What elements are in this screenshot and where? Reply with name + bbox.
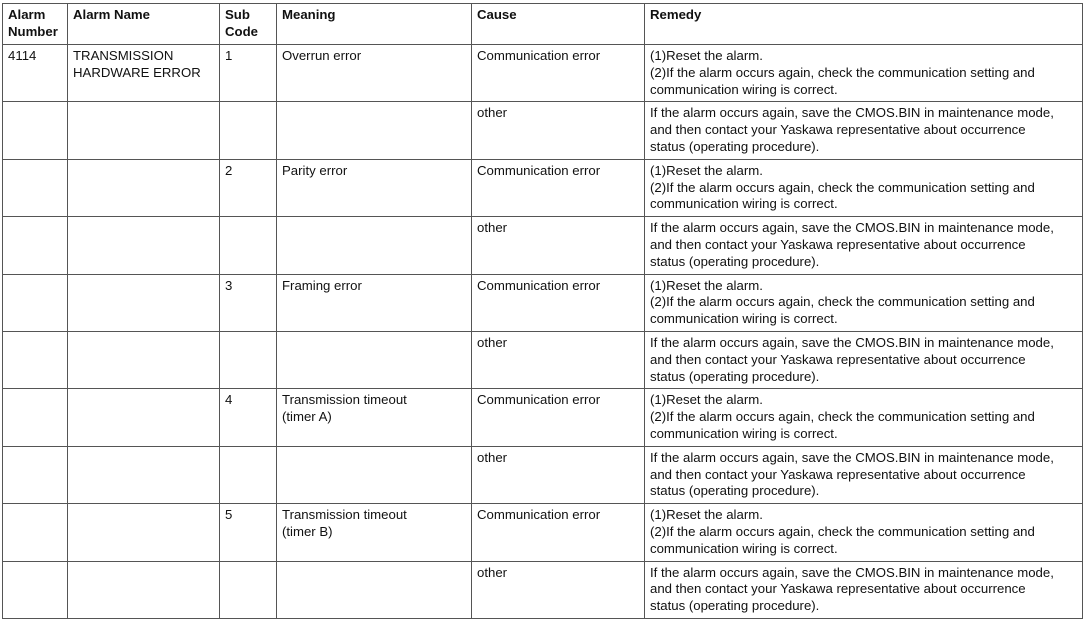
table-row [3,45,1083,102]
cell-sub-code [220,331,277,388]
remedy-cell: (1)Reset the alarm. (2)If the alarm occurs again, check the communication setting and communication wiring is correct. [645,274,1083,331]
table-row [3,102,1083,159]
table-row [3,389,1083,446]
cell-meaning: Framing error [277,274,472,331]
cell-alarm-number [3,331,68,388]
header-row [3,4,1083,45]
cell-meaning: Parity error [277,159,472,216]
cause-cell: Communication error [472,389,645,446]
table-row [3,504,1083,561]
remedy-cell: If the alarm occurs again, save the CMOS.BIN in maintenance mode, and then contact your Yaskawa representative about occurrence status (operating procedure). [645,331,1083,388]
cause-cell: Communication error [472,274,645,331]
cell-sub-code: 3 [220,274,277,331]
cell-alarm-number [3,159,68,216]
cause-cell: Communication error [472,159,645,216]
remedy-cell: (1)Reset the alarm. (2)If the alarm occurs again, check the communication setting and communication wiring is correct. [645,45,1083,102]
cause-cell: Communication error [472,504,645,561]
cell-alarm-number [3,446,68,503]
cell-meaning [277,446,472,503]
header-sub-code: Sub Code [220,4,277,45]
cell-sub-code [220,102,277,159]
cell-alarm-number: 4114 [3,45,68,102]
cell-alarm-name [68,389,220,446]
cell-sub-code: 5 [220,504,277,561]
cause-cell: other [472,102,645,159]
cell-alarm-name [68,274,220,331]
table-row [3,274,1083,331]
header-remedy: Remedy [645,4,1083,45]
cause-cell: other [472,446,645,503]
cause-cell: other [472,331,645,388]
cell-sub-code: 2 [220,159,277,216]
cell-meaning [277,102,472,159]
cell-sub-code [220,217,277,274]
remedy-cell: If the alarm occurs again, save the CMOS.BIN in maintenance mode, and then contact your Yaskawa representative about occurrence status (operating procedure). [645,446,1083,503]
cell-meaning [277,331,472,388]
cause-cell: other [472,217,645,274]
header-alarm-name: Alarm Name [68,4,220,45]
header-cause: Cause [472,4,645,45]
cell-alarm-name [68,159,220,216]
cell-alarm-number [3,217,68,274]
cell-alarm-number [3,389,68,446]
alarm-table [2,3,1083,619]
table-header [3,4,1083,45]
remedy-cell: (1)Reset the alarm. (2)If the alarm occurs again, check the communication setting and communication wiring is correct. [645,159,1083,216]
remedy-cell: If the alarm occurs again, save the CMOS.BIN in maintenance mode, and then contact your Yaskawa representative about occurrence status (operating procedure). [645,102,1083,159]
cell-sub-code: 4 [220,389,277,446]
cell-alarm-name [68,446,220,503]
cell-alarm-number [3,102,68,159]
cell-alarm-name [68,102,220,159]
header-alarm-number: Alarm Number [3,4,68,45]
cell-alarm-name: TRANSMISSION HARDWARE ERROR [68,45,220,102]
cell-alarm-name [68,331,220,388]
remedy-cell: If the alarm occurs again, save the CMOS.BIN in maintenance mode, and then contact your Yaskawa representative about occurrence status (operating procedure). [645,561,1083,618]
cell-alarm-number [3,504,68,561]
table-row [3,331,1083,388]
cause-cell: Communication error [472,45,645,102]
cell-meaning: Overrun error [277,45,472,102]
table-row [3,217,1083,274]
cause-cell: other [472,561,645,618]
cell-meaning [277,217,472,274]
table-row [3,159,1083,216]
table-body [3,45,1083,619]
cell-meaning: Transmission timeout (timer A) [277,389,472,446]
cell-alarm-name [68,217,220,274]
remedy-cell: (1)Reset the alarm. (2)If the alarm occurs again, check the communication setting and communication wiring is correct. [645,504,1083,561]
cell-alarm-name [68,504,220,561]
cell-meaning: Transmission timeout (timer B) [277,504,472,561]
remedy-cell: (1)Reset the alarm. (2)If the alarm occurs again, check the communication setting and communication wiring is correct. [645,389,1083,446]
cell-sub-code [220,446,277,503]
remedy-cell: If the alarm occurs again, save the CMOS.BIN in maintenance mode, and then contact your Yaskawa representative about occurrence status (operating procedure). [645,217,1083,274]
cell-alarm-number [3,274,68,331]
table-row [3,446,1083,503]
header-meaning: Meaning [277,4,472,45]
cell-sub-code: 1 [220,45,277,102]
